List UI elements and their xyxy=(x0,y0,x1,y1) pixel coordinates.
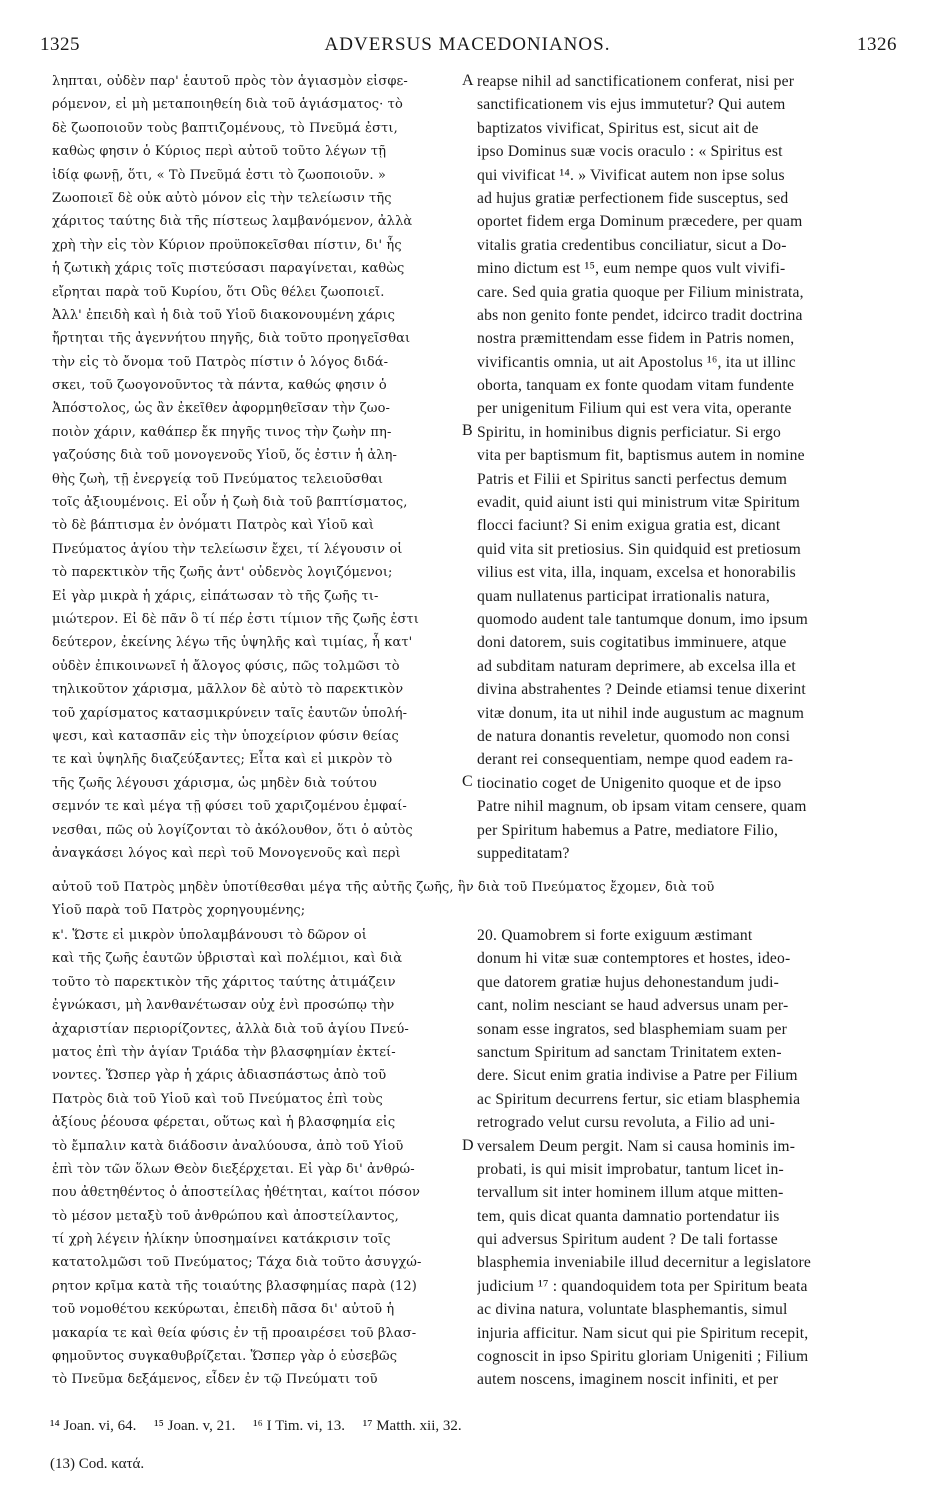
text-line: ac divina natura, voluntate blasphemantis, simul xyxy=(477,1301,788,1319)
text-line: care. Sed quia gratia quoque per Filium ministrata, xyxy=(477,283,804,301)
text-line: Ζωοποιεῖ δὲ οὐκ αὐτὸ μόνον εἰς τὴν τελείωσιν τῆς xyxy=(52,190,392,206)
text-line: ἐπὶ τὸν τῶν ὅλων Θεὸν διεξέρχεται. Εἰ γὰρ δι' ἀνθρώ- xyxy=(52,1161,415,1177)
margin-letter-a: A xyxy=(462,72,474,89)
text-line: quid vita sit pretiosius. Sin quidquid est pretiosum xyxy=(477,540,802,558)
text-line: nostra præmittendam esse fidem in Patris nomen, xyxy=(477,330,795,348)
text-line: τὴν εἰς τὸ ὄνομα τοῦ Πατρὸς πίστιν ὁ λόγος διδά- xyxy=(52,354,389,370)
text-line: quam nullatenus participat irrationalis natura, xyxy=(477,587,771,605)
text-line: που ἀθετηθέντος ὁ ἀποστείλας ἠθέτηται, καίτοι πόσον xyxy=(52,1185,421,1201)
text-line: ποιὸν χάριν, καθάπερ ἔκ πηγῆς τινος τὴν ζωὴν πη- xyxy=(52,424,392,440)
text-line: ipso Dominus suæ vocis oraculo : « Spiritus est xyxy=(477,143,783,161)
footnote: ¹⁵ Joan. v, 21. xyxy=(154,1418,236,1434)
text-line: νεσθαι, πῶς οὐ λογίζονται τὸ ἀκόλουθον, ὅτι ὁ αὐτὸς xyxy=(52,822,413,838)
page-number-right: 1326 xyxy=(857,34,897,55)
page-number-left: 1325 xyxy=(40,34,80,55)
text-line: οὐδὲν ἐπικοινωνεῖ ἡ ἄλογος φύσις, πῶς τολμῶσι τὸ xyxy=(52,658,400,674)
text-line: δὲ ζωοποιοῦν τοὺς βαπτιζομένους, τὸ Πνεῦμά ἐστι, xyxy=(52,120,398,136)
text-line: τὸ παρεκτικὸν τῆς ζωῆς ἀντ' οὐδενὸς λογιζόμενοι; xyxy=(52,565,393,581)
text-line: 20. Quamobrem si forte exiguum æstimant xyxy=(477,927,753,944)
text-line: τὸ δὲ βάπτισμα ἐν ὀνόματι Πατρὸς καὶ Υἱοῦ καὶ xyxy=(52,518,375,534)
text-line: evadit, quid aiunt isti qui ministrum vitæ Spiritum xyxy=(477,494,800,512)
text-line: abs non genito fonte pendet, idcirco tradit doctrina xyxy=(477,306,803,324)
text-line: ac Spiritum decurrens fertur, sic etiam blasphemia xyxy=(477,1090,801,1108)
text-line: sanctificationem vis ejus immutetur? Qui autem xyxy=(477,96,786,114)
latin-column-bottom xyxy=(477,924,891,1392)
text-line: versalem Deum pergit. Nam si causa hominis im- xyxy=(477,1137,796,1155)
text-line: sonam esse ingratos, sed blasphemiam suam per xyxy=(477,1020,787,1038)
text-line: injuria afficitur. Nam sicut qui pie Spiritum recepit, xyxy=(477,1324,809,1342)
text-line: ἀχαριστίαν περιορίζοντες, ἀλλὰ διὰ τοῦ ἁγίου Πνεύ- xyxy=(52,1021,409,1037)
text-line: τοῖς ἀξιουμένοις. Εἰ οὖν ἡ ζωὴ διὰ τοῦ βαπτίσματος, xyxy=(52,495,408,511)
text-line: judicium ¹⁷ : quandoquidem tota per Spiritum beata xyxy=(477,1277,808,1295)
text-line: Εἰ γὰρ μικρὰ ἡ χάρις, εἰπάτωσαν τὸ τῆς ζωῆς τι- xyxy=(52,588,379,604)
margin-letter-d: D xyxy=(462,1137,474,1154)
text-line: Πνεύματος ἁγίου τὴν τελείωσιν ἔχει, τί λέγουσιν οἱ xyxy=(52,541,403,557)
text-line: σεμνόν τε καὶ μέγα τῇ φύσει τοῦ χαριζομένου ἐμφαί- xyxy=(52,799,407,815)
footnote: ¹⁴ Joan. vi, 64. xyxy=(50,1418,137,1434)
text-line: χάριτος ταύτης διὰ τῆς πίστεως λαμβανόμενον, ἀλλὰ xyxy=(52,214,413,230)
text-line: vitæ donum, ita ut nihil inde augustum ac magnum xyxy=(477,704,805,722)
text-line: de natura donantis reveletur, quomodo non consi xyxy=(477,727,791,745)
text-line: ψεσι, καὶ κατασπᾶν εἰς τὴν ὑποχείριον φύσιν θείας xyxy=(52,728,399,744)
text-line: donum hi vitæ suæ contemptores et hostes, ideo- xyxy=(477,950,791,968)
text-line: ad hujus gratiæ perfectionem fide susceptus, sed xyxy=(477,189,789,207)
text-line: καθὼς φησιν ὁ Κύριος περὶ αὐτοῦ τοῦτο λέγων τῇ xyxy=(52,144,387,160)
text-line: que datorem gratiæ hujus dehonestandum judi- xyxy=(477,973,779,991)
text-line: sanctum Spiritum ad sanctam Trinitatem exten- xyxy=(477,1043,782,1061)
text-line: κατατολμῶσι τοῦ Πνεύματος; Τάχα διὰ τοῦτο ἀσυγχώ- xyxy=(52,1255,422,1271)
text-line: quomodo audent tale tantumque donum, imo ipsum xyxy=(477,610,808,628)
text-line: κ'. Ὥστε εἰ μικρὸν ὑπολαμβάνουσι τὸ δῶρον οἱ xyxy=(52,928,367,943)
text-line: probati, is qui misit improbatur, tantum licet in- xyxy=(477,1160,784,1178)
text-line: ματος ἐπὶ τὴν ἁγίαν Τριάδα τὴν βλασφημίαν ἐκτεί- xyxy=(52,1044,396,1060)
greek-column-top xyxy=(52,70,462,865)
text-line: blasphemia inveniabile illud decernitur a legislatore xyxy=(477,1254,812,1272)
margin-letter-c: C xyxy=(462,773,473,790)
text-line: ἤρτηται τῆς ἀγεννήτου πηγῆς, διὰ τοῦτο προηγεῖσθαι xyxy=(52,331,411,347)
text-line: tervallum sit inter hominem illum atque mitten- xyxy=(477,1184,784,1202)
text-line: cognoscit in ipso Spiritu gloriam Unigeniti ; Filium xyxy=(477,1348,809,1366)
text-line: ἀναγκάσει λόγος καὶ περὶ τοῦ Μονογενοῦς καὶ περὶ xyxy=(52,845,401,861)
text-line: μιώτερον. Εἰ δὲ πᾶν ὃ τί πέρ ἐστι τίμιον τῆς ζωῆς ἐστι xyxy=(52,611,419,627)
text-line: tem, quis dicat quanta damnatio portendatur iis xyxy=(477,1207,780,1225)
text-line: derant rei consequentiam, nempe quod eadem ra- xyxy=(477,751,794,769)
text-line: retrogrado velut cursu revoluta, a Filio ad uni- xyxy=(477,1114,776,1132)
text-line: Υἱοῦ παρὰ τοῦ Πατρὸς χορηγουμένης; xyxy=(52,903,306,919)
greek-fullwidth-lines xyxy=(52,876,890,923)
text-line: αὐτοῦ τοῦ Πατρὸς μηδὲν ὑποτίθεσθαι μέγα τῆς αὐτῆς ζωῆς, ἣν διὰ τοῦ Πνεύματος ἔχομεν, διὰ τοῦ xyxy=(52,880,715,895)
text-line: divina abstrahentes ? Deinde etiamsi tenue dixerint xyxy=(477,681,806,699)
text-line: τηλικοῦτον χάρισμα, μᾶλλον δὲ αὐτὸ τὸ παρεκτικὸν xyxy=(52,682,404,698)
text-line: τοῦ χαρίσματος κατασμικρύνειν ταῖς ἑαυτῶν ὑπολή- xyxy=(52,705,408,721)
text-line: vivificantis omnia, ut ait Apostolus ¹⁶, ita ut illinc xyxy=(477,353,796,371)
text-line: Patre nihil magnum, ob ipsam vitam censere, quam xyxy=(477,798,807,816)
text-line: tiocinatio coget de Unigenito quoque et de ipso xyxy=(477,774,782,792)
footnote: ¹⁶ I Tim. vi, 13. xyxy=(253,1418,345,1434)
text-line: vita per baptismum fit, baptismus autem in nomine xyxy=(477,447,805,465)
text-line: μακαρία τε καὶ θεία φύσις ἐν τῇ προαιρέσει τοῦ βλασ- xyxy=(52,1325,417,1341)
text-line: ἀξίους ῥέουσα φέρεται, οὕτως καὶ ἡ βλασφημία εἰς xyxy=(52,1115,396,1131)
text-line: suppeditatam? xyxy=(477,844,570,862)
text-line: Ἀλλ' ἐπειδὴ καὶ ἡ διὰ τοῦ Υἱοῦ διακονουμένη χάρις xyxy=(52,307,396,323)
footnotes xyxy=(50,1418,476,1435)
running-title: ADVERSUS MACEDONIANOS. xyxy=(324,34,611,55)
text-line: τῆς ζωῆς λέγουσι χάρισμα, ὡς μηδὲν διὰ τούτου xyxy=(52,775,377,791)
text-line: flocci faciunt? Si enim exigua gratia est, dicant xyxy=(477,517,781,535)
footnote: ¹⁷ Matth. xii, 32. xyxy=(362,1418,462,1434)
text-line: autem noscens, imaginem noscit infiniti, et per xyxy=(477,1371,779,1389)
text-line: qui adversus Spiritum audent ? De tali fortasse xyxy=(477,1231,778,1249)
text-line: Πατρὸς διὰ τοῦ Υἱοῦ καὶ τοῦ Πνεύματος ἐπὶ τοὺς xyxy=(52,1091,383,1107)
text-line: vilius est vita, illa, inquam, excelsa et honorabilis xyxy=(477,564,796,582)
text-line: εἴρηται παρὰ τοῦ Κυρίου, ὅτι Οὓς θέλει ζωοποιεῖ. xyxy=(52,284,385,300)
text-line: dere. Sicut enim gratia indivise a Patre per Filium xyxy=(477,1067,798,1085)
text-line: oportet fidem erga Dominum præcedere, per quam xyxy=(477,213,803,231)
text-line: δεύτερον, ἐκείνης λέγω τῆς ὑψηλῆς καὶ τιμίας, ἧ κατ' xyxy=(52,635,413,651)
text-line: vitalis gratia credentibus conciliatur, sicut a Do- xyxy=(477,236,787,254)
text-line: ρόμενον, εἰ μὴ μεταποιηθείη διὰ τοῦ ἁγιάσματος· τὸ xyxy=(52,97,403,113)
text-line: ad subditam naturam deprimere, ab excelsa illa et xyxy=(477,657,796,675)
text-line: τε καὶ ὑψηλῆς διαζεύξαντες; Εἶτα καὶ εἰ μικρὸν τὸ xyxy=(52,752,393,768)
text-line: cant, nolim nesciant se haud adversus unam per- xyxy=(477,997,789,1015)
text-line: Patris et Filii et Spiritus sancti perfectus demum xyxy=(477,470,788,488)
text-line: τὸ μέσον μεταξὺ τοῦ ἀνθρώπου καὶ ἀποστείλαντος, xyxy=(52,1208,399,1224)
text-line: per unigenitum Filium qui est vera vita, operante xyxy=(477,400,792,418)
text-line: baptizatos vivificat, Spiritus est, sicut ait de xyxy=(477,119,759,137)
text-line: τοῦ νομοθέτου κεκύρωται, ἐπειδὴ πᾶσα δι' αὐτοῦ ἡ xyxy=(52,1302,395,1318)
text-line: mino dictum est ¹⁵, eum nempe quos vult vivifi- xyxy=(477,260,786,278)
text-line: reapse nihil ad sanctificationem conferat, nisi per xyxy=(477,73,795,90)
text-line: νοντες. Ὥσπερ γὰρ ἡ χάρις ἀδιασπάστως ἀπὸ τοῦ xyxy=(52,1068,387,1084)
text-line: χρὴ τὴν εἰς τὸν Κύριον προϋποκεῖσθαι πίστιν, δι' ἧς xyxy=(52,237,402,253)
text-line: per Spiritum habemus a Patre, mediatore Filio, xyxy=(477,821,779,839)
text-line: Ἀπόστολος, ὡς ἂν ἐκεῖθεν ἀφορμηθεῖσαν τὴν ζωο- xyxy=(52,401,391,417)
text-line: ἡ ζωτικὴ χάρις τοῖς πιστεύσασι παραγίνεται, καθὼς xyxy=(52,261,405,277)
text-line: qui vivificat ¹⁴. » Vivificat autem non ipse solus xyxy=(477,166,785,184)
latin-column-top xyxy=(477,70,891,865)
page-header xyxy=(30,34,905,60)
variant-reading-note: (13) Cod. κατά. xyxy=(50,1456,145,1472)
text-line: ἐγνώκασι, μὴ λανθανέτωσαν οὐχ ἑνὶ προσώπῳ τὴν xyxy=(52,998,395,1014)
text-line: θὴς ζωὴ, τῇ ἐνεργείᾳ τοῦ Πνεύματος τελειοῦσθαι xyxy=(52,471,384,487)
text-line: ρητον κρῖμα κατὰ τῆς τοιαύτης βλασφημίας παρὰ (12) xyxy=(52,1278,417,1294)
text-line: γαζούσης διὰ τοῦ μονογενοῦς Υἱοῦ, ὅς ἐστιν ἡ ἀλη- xyxy=(52,448,397,464)
text-line: doni datorem, suis cogitatibus imminuere, atque xyxy=(477,634,787,652)
text-line: τὸ ἔμπαλιν κατὰ διάδοσιν ἀναλύουσα, ἀπὸ τοῦ Υἱοῦ xyxy=(52,1138,404,1154)
text-line: καὶ τῆς ζωῆς ἑαυτῶν ὑβρισταὶ καὶ πολέμιοι, καὶ διὰ xyxy=(52,951,403,967)
text-line: σκει, τοῦ ζωογονοῦντος τὰ πάντα, καθώς φησιν ὁ xyxy=(52,378,387,394)
text-line: ἰδίᾳ φωνῇ, ὅτι, « Τὸ Πνεῦμά ἐστι τὸ ζωοποιοῦν. » xyxy=(52,167,386,183)
text-line: τί χρὴ λέγειν ἡλίκην ὑποσημαίνει κατάκρισιν τοῖς xyxy=(52,1232,391,1248)
margin-letter-b: B xyxy=(462,422,473,439)
text-line: oborta, tanquam ex fonte quodam vitam fundente xyxy=(477,377,795,395)
greek-column-bottom xyxy=(52,924,462,1392)
text-line: Spiritu, in hominibus dignis perficiatur. Si ergo xyxy=(477,423,782,441)
text-line: φημοῦντος συγκαθυβρίζεται. Ὥσπερ γὰρ ὁ εὐσεβῶς xyxy=(52,1349,398,1365)
text-line: τὸ Πνεῦμα δεξάμενος, εἶδεν ἐν τῷ Πνεύματι τοῦ xyxy=(52,1372,378,1388)
text-line: τοῦτο τὸ παρεκτικὸν τῆς χάριτος ταύτης ἀτιμάζειν xyxy=(52,974,396,990)
text-line: ληπται, οὐδὲν παρ' ἑαυτοῦ πρὸς τὸν ἁγιασμὸν εἰσφε- xyxy=(52,74,408,89)
